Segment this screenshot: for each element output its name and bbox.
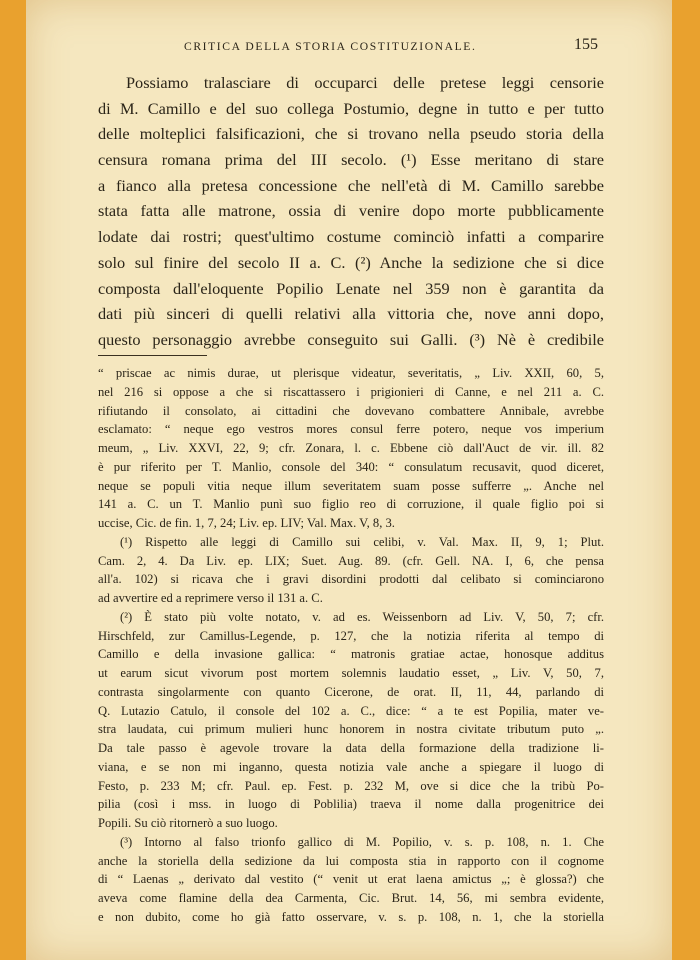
- footnote-line: nel 216 si oppose a che si riscattassero i prigionieri di Canne, e nel 211 a. C.: [98, 384, 604, 399]
- footnote-line: all'a. 102) si ricava che i gravi disordini prodotti dal celibato si cominciarono: [98, 572, 604, 587]
- footnote-line: è pur riferito per T. Manlio, console del 340: “ consulatum recusavit, quod diceret,: [98, 459, 604, 474]
- footnote-line: uccise, Cic. de fin. 1, 7, 24; Liv. ep. LIV; Val. Max. V, 8, 3.: [98, 516, 395, 530]
- body-line: questo personaggio avrebbe conseguito sui Galli. (³) Nè è credibile: [98, 329, 604, 349]
- body-line: a fianco alla pretesa concessione che nell'età di M. Camillo sarebbe: [98, 175, 604, 195]
- body-line: di M. Camillo e del suo collega Postumio, degne in tutto e per tutto: [98, 98, 604, 118]
- footnote-line: Da tale passo è agevole trovare la data della formazione della tradizione li-: [98, 741, 604, 755]
- footnote-line: 141 a. C. un T. Manlio punì suo figlio reo di corruzione, il quale figlio poi si: [98, 497, 604, 512]
- footnote-separator: [98, 355, 207, 356]
- body-line: solo sul finire del secolo II a. C. (²) Anche la sedizione che si dice: [98, 252, 604, 272]
- footnote-line: stra laudata, cui primum mulieri hunc honorem in nostra civitate tributum puto „.: [98, 722, 604, 737]
- footnote-line: e non dubito, come ho già fatto osservare, v. s. p. 108, n. 1, che la storiella: [98, 909, 604, 924]
- main-text: [98, 70, 604, 353]
- body-line: composta dall'eloquente Popilio Lenate nel 359 non è garantita da: [98, 278, 604, 298]
- body-line: censura romana prima del III secolo. (¹) Esse meritano di stare: [98, 150, 604, 170]
- footnote-line: esclamato: “ neque ego vestros mores consul ferre potero, neque vos imperium: [98, 422, 604, 437]
- footnote-line: aveva come flamine della dea Carmenta, Cic. Brut. 14, 56, mi sembra evidente,: [98, 891, 604, 905]
- footnotes: [98, 364, 604, 927]
- footnote-line: ut earum sicut vivorum post mortem solemnis laudatio esset, „ Liv. V, 50, 7,: [98, 666, 604, 680]
- body-line: delle molteplici falsificazioni, che si trovano nella pseudo storia della: [98, 124, 604, 144]
- footnote-line: rifiutando il consolato, ai cittadini che dovevano combattere Annibale, avrebbe: [98, 403, 604, 418]
- body-line: stata fatta alle matrone, ossia di venire dopo morte pubblicamente: [98, 201, 604, 221]
- footnote-line: di “ Laenas „ derivato dal vestito (“ venit ut erat laena amictus „; è glossa?) che: [98, 872, 604, 887]
- footnote-line: ad avvertire ed a reprimere verso il 131 a. C.: [98, 591, 323, 605]
- footnote-line: (¹) Rispetto alle leggi di Camillo sui celibi, v. Val. Max. II, 9, 1; Plut.: [120, 534, 604, 549]
- footnote-line: Popili. Su ciò ritornerò a suo luogo.: [98, 816, 278, 830]
- footnote-line: (³) Intorno al falso trionfo gallico di M. Popilio, v. s. p. 108, n. 1. Che: [120, 834, 604, 849]
- footnote-line: “ priscae ac nimis durae, ut plerisque videatur, severitatis, „ Liv. XXII, 60, 5,: [98, 366, 604, 380]
- footnote-line: anche la storiella della sedizione da lui composta stia in rapporto con il cognome: [98, 853, 604, 868]
- footnote-line: Cam. 2, 4. Da Liv. ep. LIX; Suet. Aug. 89. (cfr. Gell. NA. I, 6, che pensa: [98, 553, 604, 568]
- body-line: lodate dai rostri; quest'ultimo costume cominciò infatti a comparire: [98, 227, 604, 247]
- footnote-line: (²) È stato più volte notato, v. ad es. Weissenborn ad Liv. V, 50, 7; cfr.: [120, 609, 604, 624]
- footnote-line: meum, „ Liv. XXVI, 22, 9; cfr. Zonara, l. c. Ebbene ciò dall'Auct de vir. ill. 82: [98, 441, 604, 455]
- page-header: [26, 38, 672, 60]
- footnote-line: Hirschfeld, zur Camillus-Legende, p. 127, che la notizia riferita al tempo di: [98, 628, 604, 643]
- book-page: [26, 0, 672, 960]
- footnote-line: viana, e se non mi inganno, questa notizia vale anche a spiegare il luogo di: [98, 759, 604, 774]
- footnote-line: pilia (così i mss. in luogo di Poblilia) traeva il nome dalla progenitrice dei: [98, 797, 604, 812]
- footnote-line: Festo, p. 233 M; cfr. Paul. ep. Fest. p. 232 M, ove si dice che la tribù Po-: [98, 778, 604, 793]
- footnote-line: neque se populi vitia neque illum severitatem suam posse sufferre „. Anche nel: [98, 478, 604, 493]
- footnote-line: Q. Lutazio Catulo, il console del 102 a. C., dice: “ a te est Popilia, mater ve-: [98, 703, 604, 718]
- footnote-line: Camillo e della invasione gallica: “ matronis gratiae actae, honosque additus: [98, 647, 604, 662]
- body-line: Possiamo tralasciare di occuparci delle pretese leggi censorie: [126, 73, 604, 92]
- running-head: CRITICA DELLA STORIA COSTITUZIONALE.: [184, 40, 477, 53]
- page-number: 155: [574, 36, 598, 53]
- body-line: dati più sinceri di quelli relativi alla vittoria che, nove anni dopo,: [98, 304, 604, 324]
- footnote-line: contrasta singolarmente con quanto Cicerone, de orat. II, 11, 44, parlando di: [98, 684, 604, 699]
